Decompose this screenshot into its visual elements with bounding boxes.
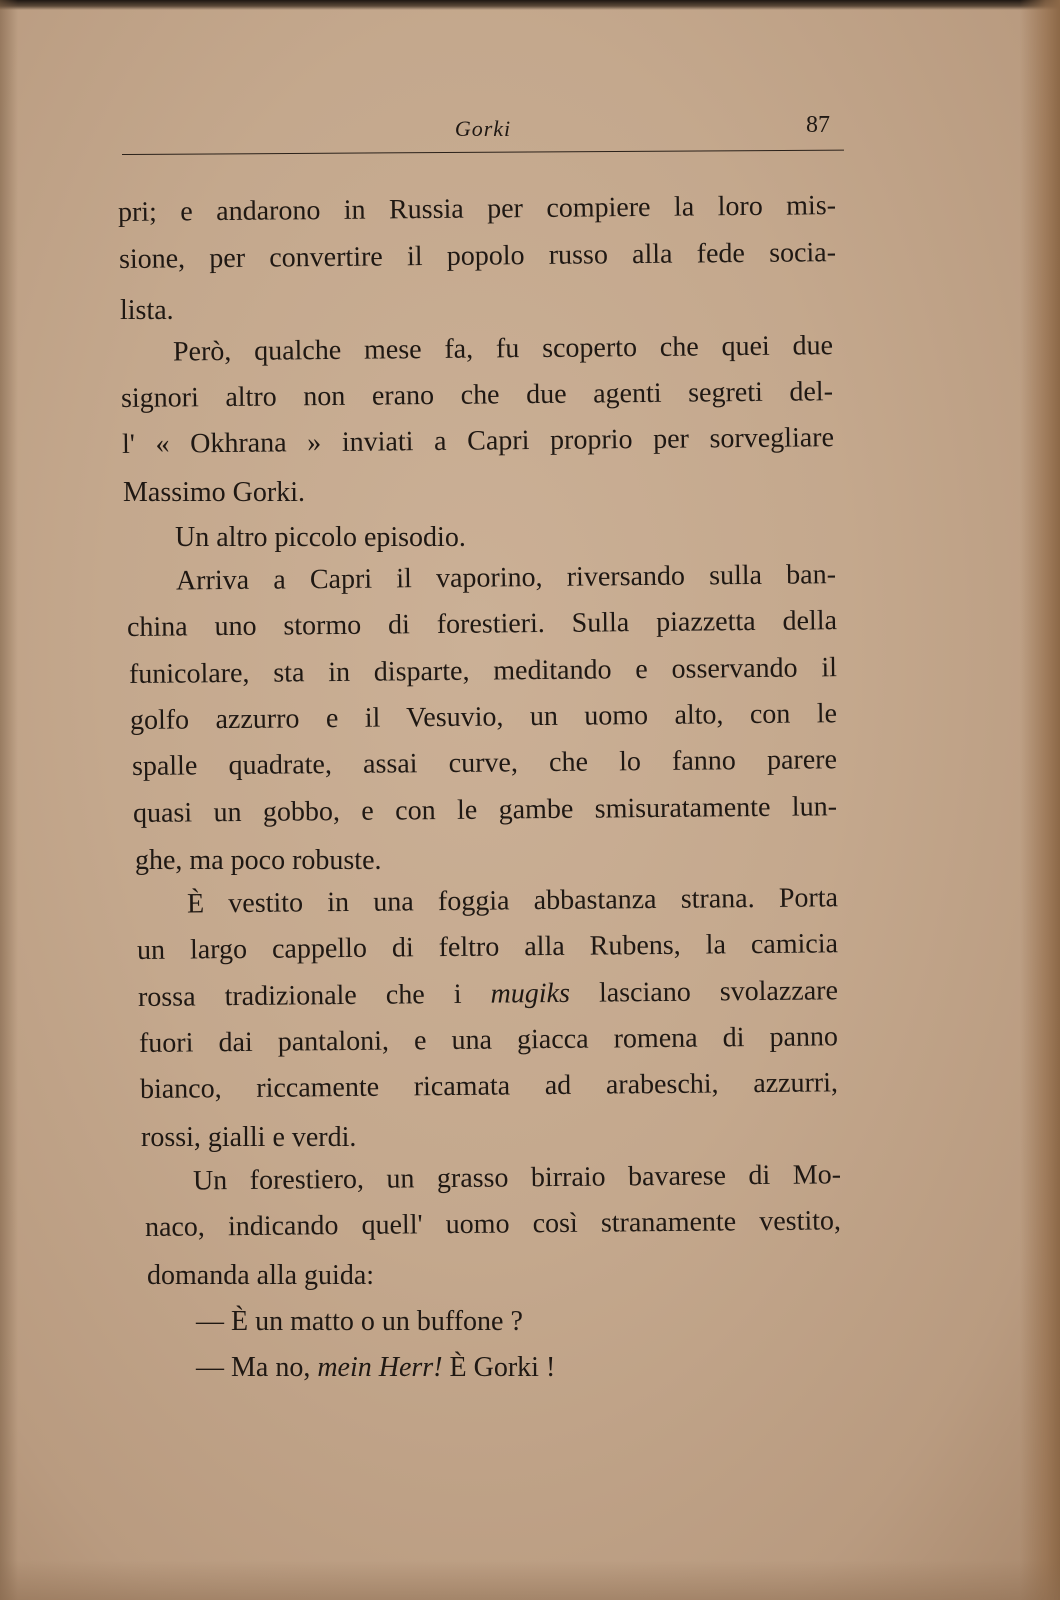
text-line: quasi un gobbo, e con le gambe smisuratamente lun- <box>132 791 838 829</box>
text-line: Massimo Gorki. <box>123 477 305 508</box>
text-line: golfo azzurro e il Vesuvio, un uomo alto, con le <box>129 698 838 736</box>
text-line: funicolare, sta in disparte, meditando e osservando il <box>128 652 838 690</box>
text-line: È vestito in una foggia abbastanza strana. Porta <box>186 882 839 920</box>
page-number: 87 <box>806 112 830 138</box>
text-line: fuori dai pantaloni, e una giacca romena di panno <box>138 1021 839 1059</box>
text-line: ghe, ma poco robuste. <box>135 845 382 876</box>
text-line: un largo cappello di feltro alla Rubens, la camicia <box>136 928 839 966</box>
text-line: Un altro piccolo episodio. <box>175 522 466 553</box>
italic-term: mein Herr! <box>317 1352 443 1383</box>
text-line: naco, indicando quell' uomo così stranamente vestito, <box>144 1205 842 1243</box>
text-line: sione, per convertire il popolo russo alla fede socia- <box>118 237 837 275</box>
text-line: l' « Okhrana » inviati a Capri proprio per sorvegliare <box>121 422 835 460</box>
text-segment: lasciano svolazzare <box>569 975 839 1009</box>
dialogue-line: — È un matto o un buffone ? <box>196 1306 523 1337</box>
text-line: bianco, riccamente ricamata ad arabeschi, azzurri, <box>139 1067 839 1105</box>
text-segment: È Gorki ! <box>442 1352 556 1383</box>
text-line: spalle quadrate, assai curve, che lo fanno parere <box>131 744 838 782</box>
text-line: lista. <box>120 295 174 326</box>
text-line: china uno stormo di forestieri. Sulla piazzetta della <box>126 605 838 643</box>
text-line <box>138 974 838 1015</box>
text-line: domanda alla guida: <box>147 1260 375 1291</box>
text-line: Però, qualche mese fa, fu scoperto che quei due <box>172 330 834 368</box>
text-line: signori altro non erano che due agenti segreti del- <box>120 376 834 414</box>
text-line: pri; e andarono in Russia per compiere la loro mis- <box>117 190 837 228</box>
text-segment: — Ma no, <box>196 1352 318 1383</box>
text-line: Arriva a Capri il vaporino, riversando sulla ban- <box>175 559 837 597</box>
running-head-title: Gorki <box>454 116 512 141</box>
dialogue-line <box>118 1351 818 1385</box>
text-segment: rossa tradizionale che i <box>137 978 491 1013</box>
italic-term: mugiks <box>490 977 571 1010</box>
text-line: rossi, gialli e verdi. <box>141 1122 357 1153</box>
text-line: Un forestiero, un grasso birraio bavarese di Mo- <box>192 1159 842 1197</box>
